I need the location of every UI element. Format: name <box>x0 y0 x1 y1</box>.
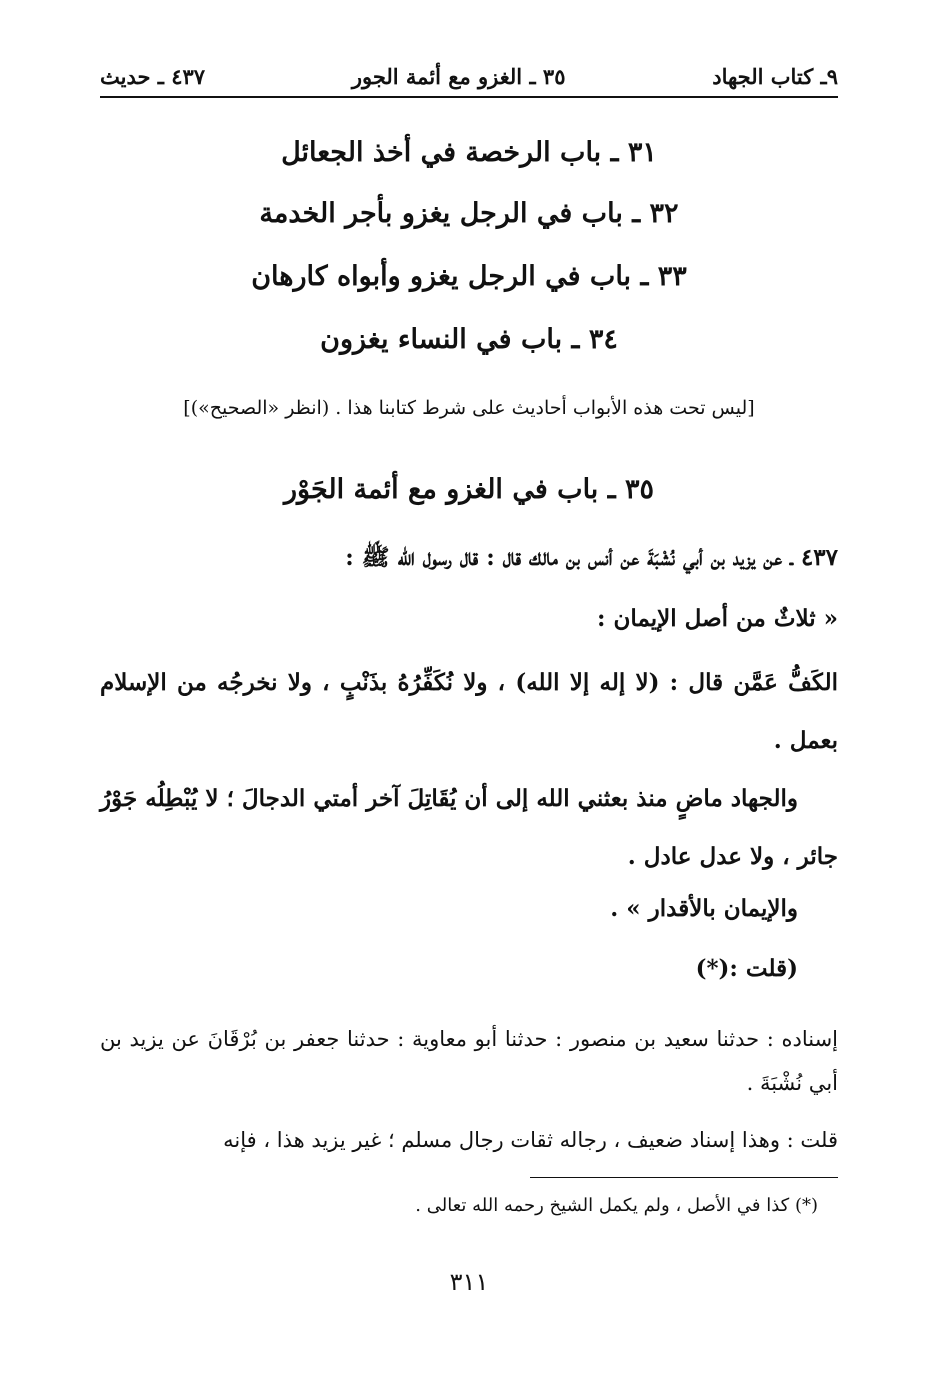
chapter-heading-34: ٣٤ ـ باب في النساء يغزون <box>320 324 618 355</box>
chapter-heading-35: ٣٥ ـ باب في الغزو مع أئمة الجَوْر <box>283 474 655 505</box>
chapter-heading-31: ٣١ ـ باب الرخصة في أخذ الجعائل <box>281 137 657 168</box>
hadith-paragraph-3: والإيمان بالأقدار » . <box>610 895 798 922</box>
footnote-divider <box>530 1177 838 1178</box>
running-header <box>100 58 838 94</box>
header-divider <box>100 96 838 98</box>
editor-bracket-note: [ليس تحت هذه الأبواب أحاديث على شرط كتابنا هذا . (انظر «الصحيح»)] <box>183 397 755 419</box>
chapter-heading-33: ٣٣ ـ باب في الرجل يغزو وأبواه كارهان <box>251 261 687 292</box>
comment-paragraph: قلت : وهذا إسناد ضعيف ، رجاله ثقات رجال مسلم ؛ غير يزيد هذا ، فإنه <box>223 1128 838 1152</box>
hadith-paragraph-1: الكَفُّ عَمَّن قال : (لا إله إلا الله) ، ولا نُكَفِّرُهُ بذَنْبٍ ، ولا نخرجُه من الإسلام بعمل . <box>100 669 838 754</box>
qult-note: (قلت :(*) <box>695 955 798 982</box>
hadith-paragraph-2: والجهاد ماضٍ منذ بعثني الله إلى أن يُقَاتِلَ آخر أمتي الدجالَ ؛ لا يُبْطِلُه جَوْرُ جائر ، ولا عدل عادل . <box>100 785 838 870</box>
header-chapter-title: ٣٥ ـ الغزو مع أئمة الجور <box>351 63 566 89</box>
page-number: ٣١١ <box>449 1268 489 1296</box>
header-hadith-number: ٤٣٧ ـ حديث <box>100 63 206 89</box>
hadith-line-1: « ثلاثٌ من أصل الإيمان : <box>597 605 838 632</box>
hadith-intro: ٤٣٧ ـ عن يزيد بن أبي نُشْبَةَ عن أنس بن مالك قال : قال رسول الله ﷺ : <box>345 544 838 571</box>
isnad-paragraph: إسناده : حدثنا سعيد بن منصور : حدثنا أبو معاوية : حدثنا جعفر بن بُرْقَانَ عن يزيد بن أبي نُشْبَةَ . <box>100 1027 838 1095</box>
header-book-title: ٩ـ كتاب الجهاد <box>712 63 838 89</box>
chapter-heading-32: ٣٢ ـ باب في الرجل يغزو بأجر الخدمة <box>259 198 679 229</box>
footnote: (*) كذا في الأصل ، ولم يكمل الشيخ رحمه الله تعالى . <box>415 1195 818 1216</box>
